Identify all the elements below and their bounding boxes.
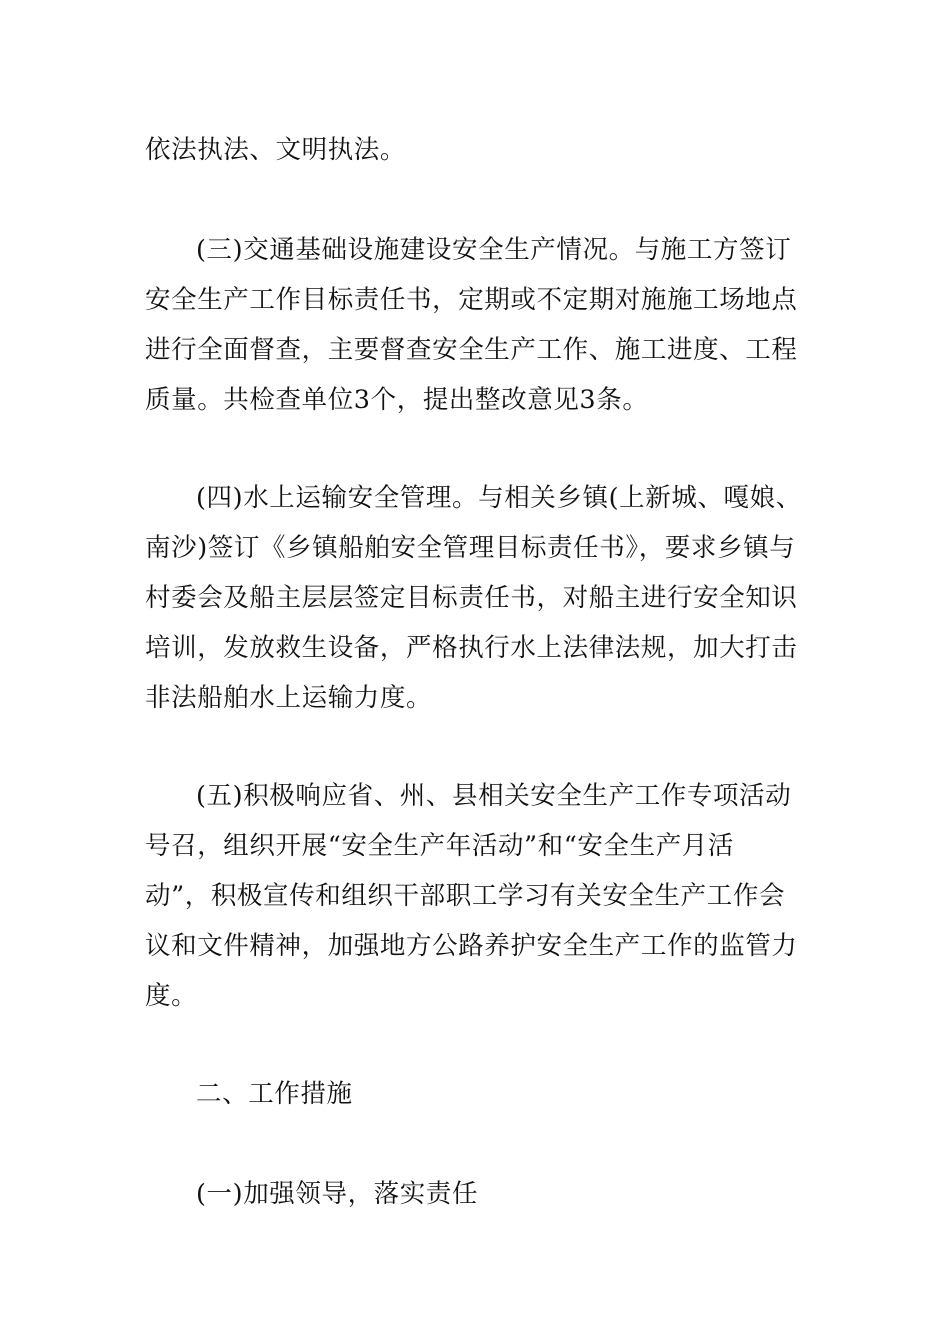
text-line: 依法执法、文明执法。: [145, 135, 407, 165]
text-line: 动”，积极宣传和组织干部职工学习有关安全生产工作会: [145, 881, 786, 911]
text-line: 议和文件精神，加强地方公路养护安全生产工作的监管力: [145, 931, 798, 961]
paragraph-continuation: [145, 125, 815, 175]
text-line: 安全生产工作目标责任书，定期或不定期对施施工场地点: [145, 285, 798, 315]
paragraph-item-5: [145, 771, 815, 1021]
text-line: 号召，组织开展“安全生产年活动”和“安全生产月活: [145, 831, 735, 861]
text-line: 南沙)签订《乡镇船舶安全管理目标责任书》，要求乡镇与: [145, 533, 796, 563]
paragraph-item-4: [145, 473, 815, 723]
text-line: (四)水上运输安全管理。与相关乡镇(上新城、嘎娘、: [196, 483, 802, 513]
text-line: (五)积极响应省、州、县相关安全生产工作专项活动: [196, 781, 792, 811]
text-line: 质量。共检查单位3个，提出整改意见3条。: [145, 385, 649, 415]
text-line: (三)交通基础设施建设安全生产情况。与施工方签订: [196, 235, 792, 265]
heading-text: 二、工作措施: [196, 1079, 353, 1109]
text-line: 村委会及船主层层签定目标责任书，对船主进行安全知识: [145, 583, 798, 613]
paragraph-item-3: [145, 225, 815, 425]
text-line: 非法船舶水上运输力度。: [145, 683, 433, 713]
section-heading: [145, 1069, 815, 1119]
text-line: 度。: [145, 981, 198, 1011]
text-line: 培训，发放救生设备，严格执行水上法律法规，加大打击: [145, 633, 798, 663]
text-line: 进行全面督查，主要督查安全生产工作、施工进度、工程: [145, 335, 798, 365]
subsection-heading: [145, 1169, 815, 1219]
heading-text: (一)加强领导，落实责任: [196, 1179, 479, 1209]
